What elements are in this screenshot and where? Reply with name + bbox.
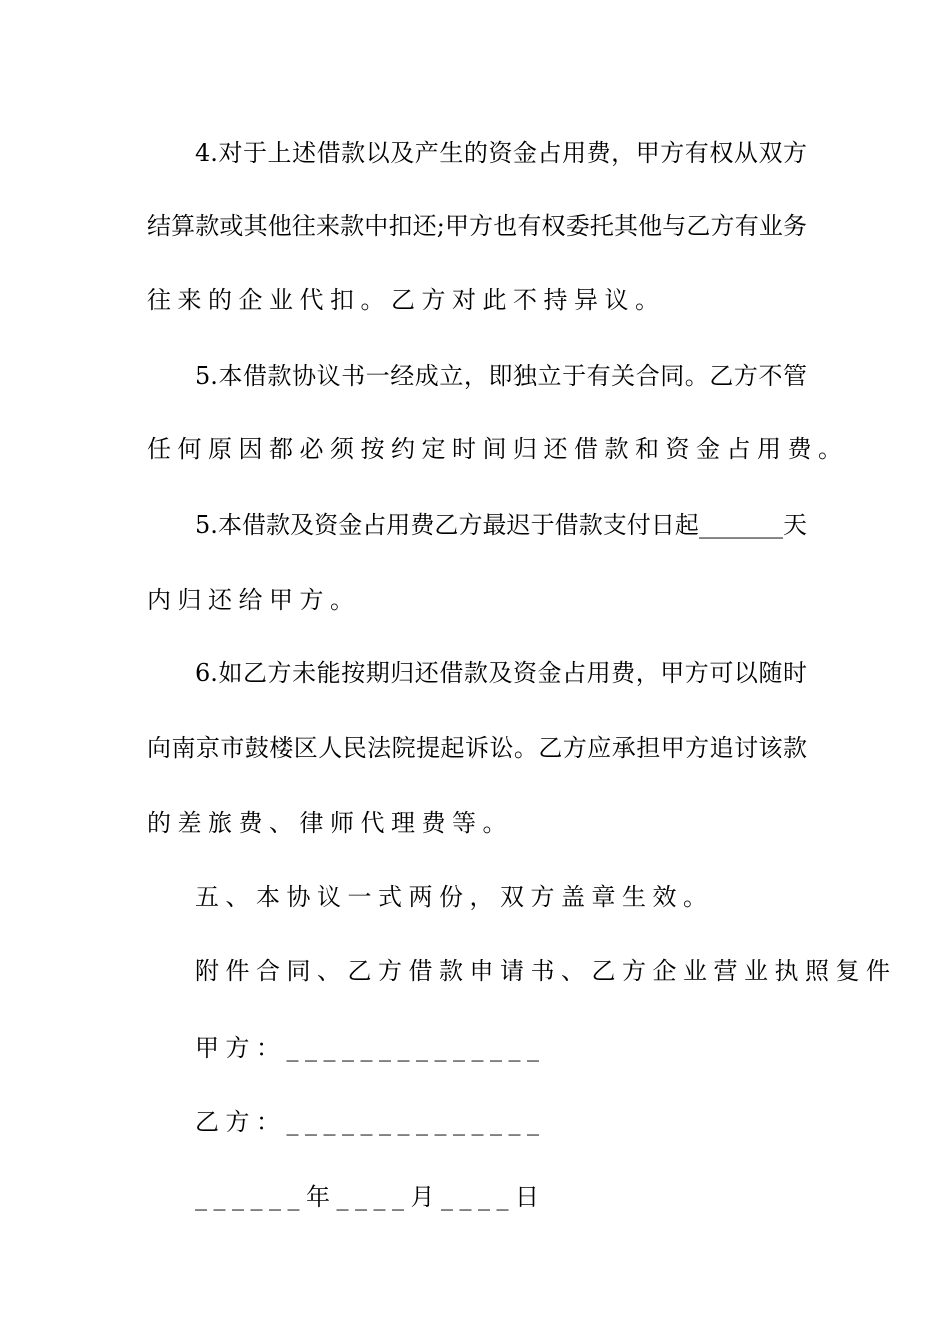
section-5-text: 五、本协议一式两份，双方盖章生效。 (195, 883, 714, 911)
clause-6-line-3: 的差旅费、律师代理费等。 (147, 809, 513, 837)
clause-4-line-3: 往来的企业代扣。乙方对此不持异议。 (147, 286, 666, 314)
date-line: ______年____月____日 (195, 1183, 546, 1211)
clause-5a-line-1: 5.本借款协议书一经成立，即独立于有关合同。乙方不管 (195, 362, 807, 390)
clause-5a-line-2: 任何原因都必须按约定时间归还借款和资金占用费。 (147, 435, 849, 463)
clause-4-line-2: 结算款或其他往来款中扣还;甲方也有权委托其他与乙方有业务 (147, 212, 807, 240)
party-b-signature-line: 乙方：______________ (195, 1108, 546, 1136)
clause-4-line-1: 4.对于上述借款以及产生的资金占用费，甲方有权从双方 (195, 139, 807, 167)
clause-5b-line-2: 内归还给甲方。 (147, 586, 361, 614)
party-a-signature-line: 甲方：______________ (195, 1034, 546, 1062)
clause-5b-line-1: 5.本借款及资金占用费乙方最迟于借款支付日起_______天 (195, 511, 807, 539)
clause-6-line-2: 向南京市鼓楼区人民法院提起诉讼。乙方应承担甲方追讨该款 (147, 734, 807, 762)
attachments-text: 附件合同、乙方借款申请书、乙方企业营业执照复件 (195, 957, 897, 985)
clause-6-line-1: 6.如乙方未能按期归还借款及资金占用费，甲方可以随时 (195, 659, 807, 687)
